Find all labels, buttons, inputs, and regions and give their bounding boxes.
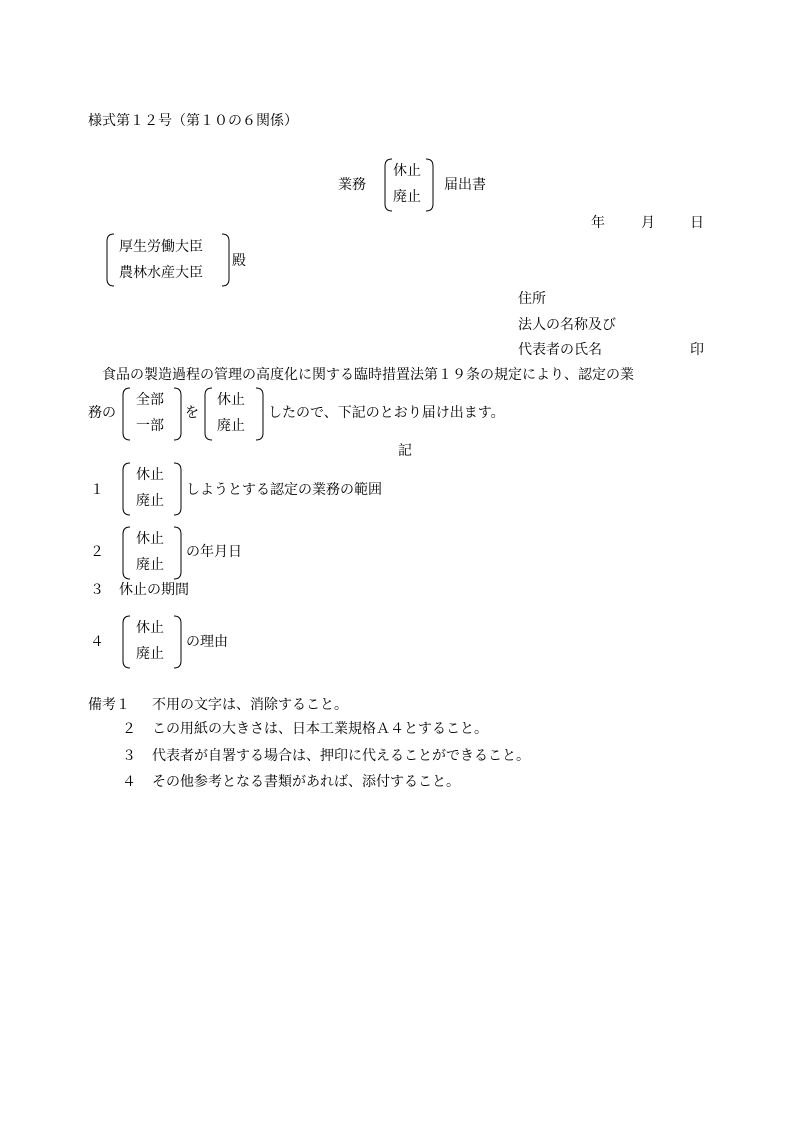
item-bracket [121,462,183,516]
item-bracket [121,526,183,580]
item-number: ４ [90,634,104,650]
item-bracket [121,615,183,669]
applicant-rep-name: 代表者の氏名 [518,342,602,358]
title-option-1: 休止 [393,163,421,179]
title-option-2: 廃止 [393,189,421,205]
statement-mid: を [185,405,199,421]
action-bracket [203,387,265,441]
applicant-corp-name: 法人の名称及び [518,317,616,333]
title-prefix: 業務 [338,177,366,193]
title-option-bracket [383,158,435,212]
item-text: 休止の期間 [119,582,189,598]
scope-option-1: 全部 [136,392,164,408]
item-option-1: 休止 [136,531,164,547]
seal-mark: 印 [690,342,704,358]
notes-label: 備考１ [88,697,130,713]
date-year: 年 [591,215,605,231]
addressee-suffix: 殿 [232,253,246,269]
statement-line1: 食品の製造過程の管理の高度化に関する臨時措置法第１９条の規定により、認定の業 [102,367,634,383]
date-day: 日 [690,215,704,231]
item-option-2: 廃止 [136,646,164,662]
item-text: の理由 [186,634,228,650]
item-option-2: 廃止 [136,557,164,573]
item-number: １ [90,482,104,498]
statement-prefix: 務の [88,405,116,421]
applicant-address: 住所 [518,291,546,307]
action-option-1: 休止 [217,392,245,408]
note-number: ３ [122,748,136,764]
note-text: この用紙の大きさは、日本工業規格Ａ４とすること。 [152,721,488,737]
statement-suffix: したので、下記のとおり届け出ます。 [268,405,505,421]
note-text: 不用の文字は、消除すること。 [152,697,348,713]
item-option-1: 休止 [136,467,164,483]
item-number: ２ [90,544,104,560]
note-text: その他参考となる書類があれば、添付すること。 [152,774,460,790]
item-option-2: 廃止 [136,493,164,509]
addressee-option-1: 厚生労働大臣 [119,239,203,255]
title-suffix: 届出書 [444,177,486,193]
form-number: 様式第１２号（第１０の６関係） [88,113,298,129]
note-text: 代表者が自署する場合は、押印に代えることができること。 [152,748,530,764]
item-option-1: 休止 [136,620,164,636]
item-number: ３ [90,582,104,598]
scope-option-2: 一部 [136,418,164,434]
note-number: ４ [122,774,136,790]
date-month: 月 [641,215,655,231]
scope-bracket [121,387,183,441]
ki-heading: 記 [398,443,412,459]
addressee-bracket [105,233,231,287]
item-text: しようとする認定の業務の範囲 [186,482,382,498]
action-option-2: 廃止 [217,418,245,434]
item-text: の年月日 [186,544,242,560]
note-number: ２ [122,721,136,737]
addressee-option-2: 農林水産大臣 [119,265,203,281]
